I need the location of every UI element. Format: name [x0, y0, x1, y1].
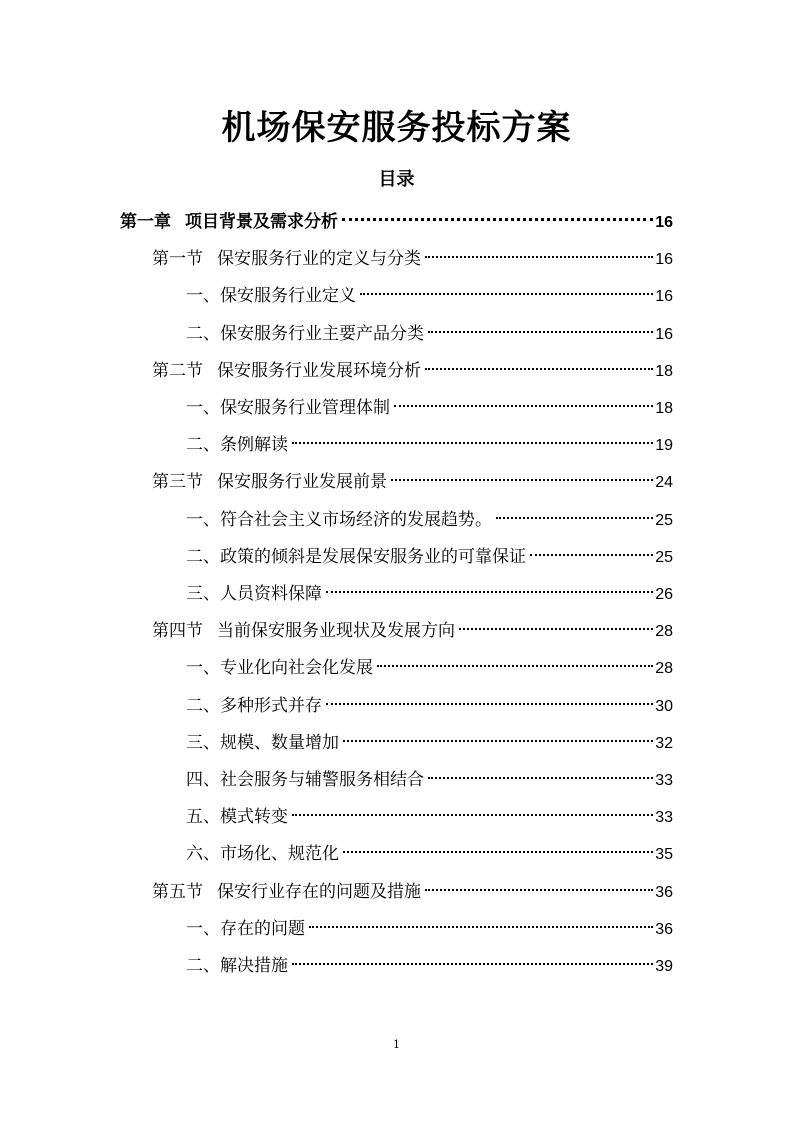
toc-entry-label: 保安服务行业的定义与分类 [217, 249, 421, 270]
toc-entry[interactable] [152, 464, 673, 501]
toc-entry-label: 二、条例解读 [186, 435, 288, 456]
toc-dot-leader [428, 777, 653, 779]
toc-dot-leader [343, 851, 653, 853]
toc-entry[interactable] [186, 316, 673, 353]
toc-entry-label: 四、社会服务与辅警服务相结合 [186, 770, 424, 790]
toc-dot-leader [425, 889, 653, 891]
toc-entry-page: 36 [655, 883, 673, 901]
toc-dot-leader [309, 926, 653, 928]
toc-entry-label: 保安服务行业发展前景 [217, 472, 387, 493]
toc-dot-leader [377, 665, 653, 667]
toc-dot-leader [530, 554, 653, 556]
toc-entry-number: 第一章 [120, 212, 171, 232]
toc-entry-page: 33 [655, 809, 673, 827]
toc-entry-label: 一、保安服务行业管理体制 [186, 398, 390, 418]
toc-entry-label: 三、规模、数量增加 [186, 732, 339, 753]
toc-entry[interactable] [186, 576, 673, 613]
toc-entry-number: 第四节 [152, 621, 203, 642]
toc-dot-leader [394, 405, 653, 407]
toc-dot-leader [391, 479, 653, 481]
toc-entry[interactable] [186, 650, 673, 687]
toc-entry-page: 19 [655, 437, 673, 455]
document-title: 机场保安服务投标方案 [221, 108, 572, 148]
toc-entry[interactable] [186, 539, 673, 576]
toc-entry[interactable] [186, 427, 673, 464]
toc-dot-leader [360, 293, 653, 295]
toc-dot-leader [292, 814, 653, 816]
toc-entry-page: 28 [655, 660, 673, 678]
toc-entry-page: 39 [655, 958, 673, 975]
toc-dot-leader [459, 628, 653, 630]
toc-entry[interactable] [120, 204, 673, 241]
toc-entry[interactable] [152, 874, 673, 911]
toc-entry-page: 16 [655, 251, 673, 269]
toc-entry-label: 二、政策的倾斜是发展保安服务业的可靠保证 [186, 546, 526, 567]
toc-entry-page: 35 [655, 846, 673, 864]
toc-entry-label: 保安行业存在的问题及措施 [217, 881, 421, 902]
toc-entry-page: 24 [655, 474, 673, 492]
toc-entry[interactable] [152, 353, 673, 390]
toc-entry-label: 一、专业化向社会化发展 [186, 658, 373, 679]
toc-entry-number: 第三节 [152, 472, 203, 493]
toc-entry[interactable] [152, 613, 673, 650]
page-number: 1 [393, 1038, 400, 1051]
toc-entry-label: 六、市场化、规范化 [186, 844, 339, 865]
toc-dot-leader [428, 331, 653, 333]
toc-entry-label: 一、保安服务行业定义 [186, 286, 356, 307]
toc-entry[interactable] [186, 502, 673, 539]
toc-entry-number: 第一节 [152, 249, 203, 270]
toc-entry-label: 二、多种形式并存 [186, 695, 322, 716]
toc-entry-page: 16 [655, 325, 673, 343]
toc-entry[interactable] [186, 688, 673, 725]
toc-entry-page: 18 [655, 362, 673, 380]
toc-dot-leader [326, 591, 653, 593]
toc-entry[interactable] [186, 725, 673, 762]
toc-entry-label: 保安服务行业发展环境分析 [217, 360, 421, 381]
toc-entry-label: 三、人员资料保障 [186, 584, 322, 604]
toc-entry[interactable] [186, 390, 673, 427]
toc-entry-page: 36 [655, 920, 673, 938]
toc-dot-leader [326, 703, 653, 705]
toc-entry[interactable] [186, 836, 673, 873]
toc-entry-label: 项目背景及需求分析 [185, 212, 338, 232]
toc-entry-page: 16 [655, 214, 673, 231]
toc-entry-page: 28 [655, 623, 673, 641]
toc-dot-leader [425, 368, 653, 370]
toc-entry-page: 16 [655, 288, 673, 306]
toc-entry[interactable] [186, 799, 673, 836]
toc-entry-label: 二、解决措施 [186, 956, 288, 976]
toc-entry[interactable] [186, 762, 673, 799]
toc-entry[interactable] [152, 241, 673, 278]
toc-entry-page: 18 [655, 400, 673, 417]
toc-entry-page: 32 [655, 734, 673, 752]
toc-dot-leader [425, 256, 653, 258]
toc-entry[interactable] [186, 911, 673, 948]
toc-entry-number: 第二节 [152, 360, 203, 381]
toc-entry-page: 25 [655, 548, 673, 566]
toc-entry-page: 33 [655, 772, 673, 789]
toc-dot-leader [343, 740, 653, 742]
toc-entry-label: 五、模式转变 [186, 807, 288, 828]
toc-entry-label: 二、保安服务行业主要产品分类 [186, 323, 424, 344]
toc-entry[interactable] [186, 948, 673, 985]
toc-entry-number: 第五节 [152, 881, 203, 902]
toc-dot-leader [496, 517, 653, 519]
toc-entry-page: 26 [655, 586, 673, 603]
toc-entry-label: 当前保安服务业现状及发展方向 [217, 621, 455, 642]
toc-entry-label: 一、符合社会主义市场经济的发展趋势。 [186, 509, 492, 530]
toc-dot-leader [292, 442, 653, 444]
toc-heading: 目录 [378, 169, 415, 190]
toc-entry[interactable] [186, 278, 673, 315]
toc-entry-label: 一、存在的问题 [186, 918, 305, 939]
toc-entry-page: 25 [655, 511, 673, 529]
toc-entry-page: 30 [655, 697, 673, 715]
toc-dot-leader [342, 218, 653, 221]
toc-dot-leader [292, 963, 653, 965]
